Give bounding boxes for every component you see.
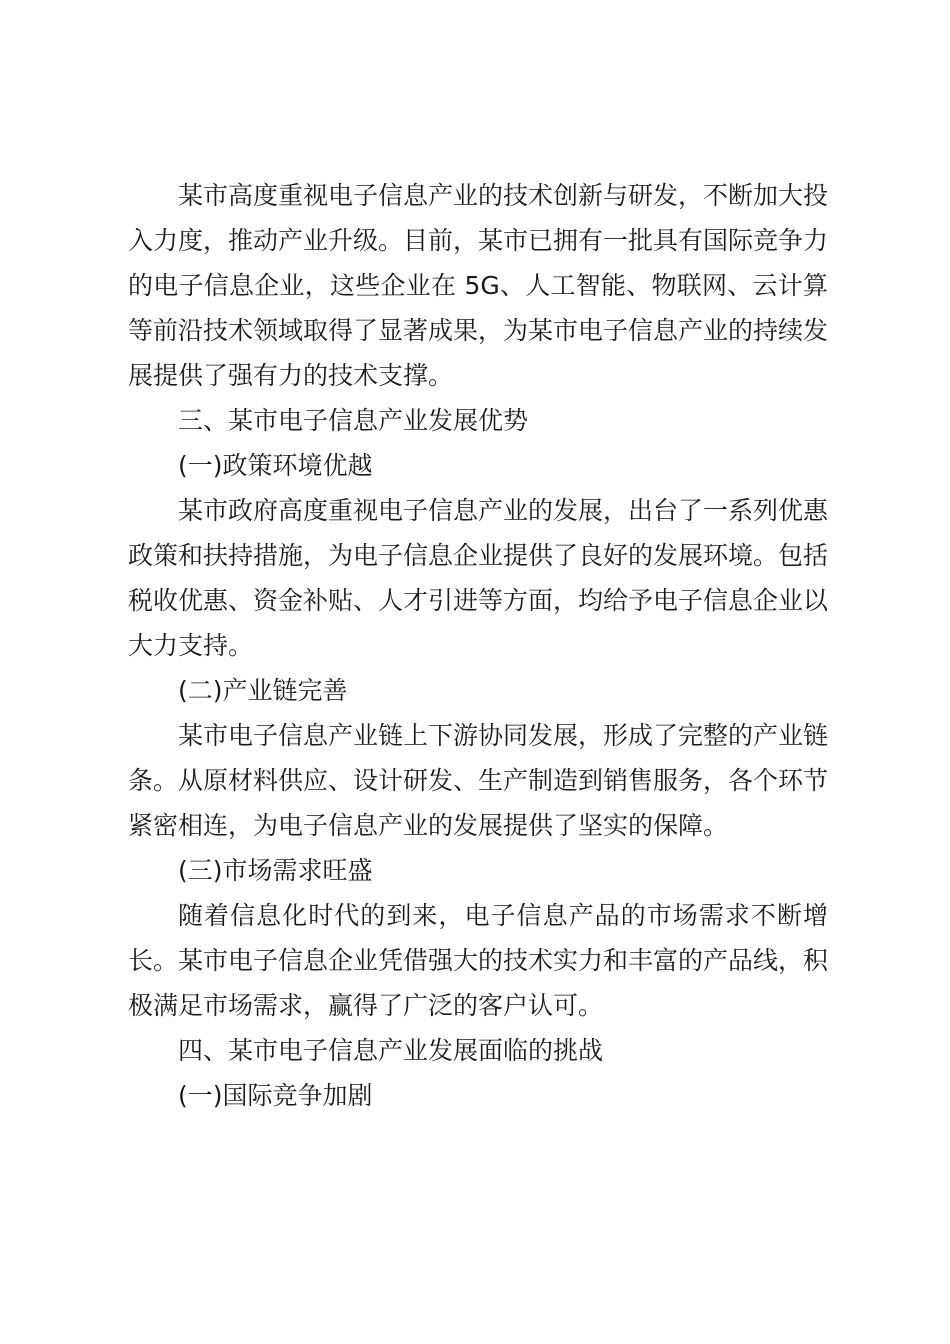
paragraph-market-demand: 随着信息化时代的到来，电子信息产品的市场需求不断增长。某市电子信息企业凭借强大的技术实力和丰富的产品线，积极满足市场需求，赢得了广泛的客户认可。 <box>128 901 829 1020</box>
section-heading-challenges: 四、某市电子信息产业发展面临的挑战 <box>178 1036 604 1065</box>
paragraph-industry-chain: 某市电子信息产业链上下游协同发展，形成了完整的产业链条。从原材料供应、设计研发、生产制造到销售服务，各个环节紧密相连，为电子信息产业的发展提供了坚实的保障。 <box>128 721 829 840</box>
subheading-policy-environment: (一)政策环境优越 <box>178 451 373 480</box>
section-heading-advantages: 三、某市电子信息产业发展优势 <box>178 406 529 435</box>
subheading-international-competition: (一)国际竞争加剧 <box>178 1081 373 1110</box>
subheading-industry-chain: (二)产业链完善 <box>178 676 348 705</box>
subheading-market-demand: (三)市场需求旺盛 <box>178 856 373 885</box>
paragraph-policy-environment: 某市政府高度重视电子信息产业的发展，出台了一系列优惠政策和扶持措施，为电子信息企业提供了良好的发展环境。包括税收优惠、资金补贴、人才引进等方面，均给予电子信息企业以大力支持。 <box>128 496 829 660</box>
document-body <box>128 173 828 1118</box>
paragraph-tech-innovation: 某市高度重视电子信息产业的技术创新与研发，不断加大投入力度，推动产业升级。目前，某市已拥有一批具有国际竞争力的电子信息企业，这些企业在 5G、人工智能、物联网、云计算等前沿技术领域取得了显著成果，为某市电子信息产业的持续发展提供了强有力的技术支撑。 <box>128 181 829 390</box>
